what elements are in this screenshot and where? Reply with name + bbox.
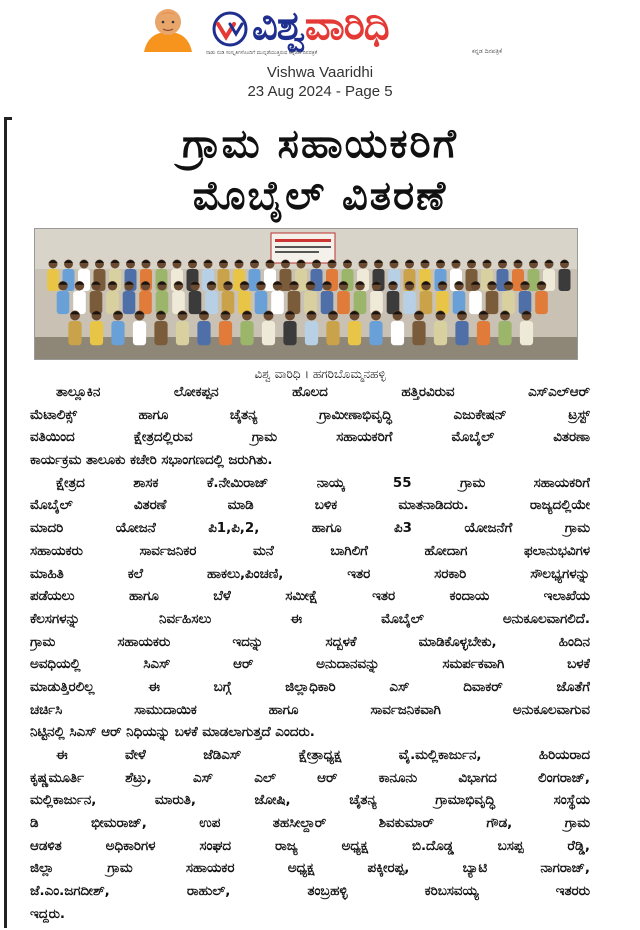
photo-person xyxy=(535,281,548,314)
article-line: ಕಾರ್ಯಕ್ರಮ ತಾಲೂಕು ಕಚೇರಿ ಸಭಾಂಗಣದಲ್ಲಿ ಜರುಗಿತು. xyxy=(30,453,273,469)
photo-person xyxy=(139,281,152,314)
photo-caption: ವಿಶ್ವ ವಾರಿಧಿ । ಹಗರಿಬೊಮ್ಮನಹಳ್ಳಿ xyxy=(254,367,386,381)
photo-person xyxy=(436,281,449,314)
photo-person xyxy=(288,281,301,314)
photo-person xyxy=(106,281,119,314)
photo-person xyxy=(403,281,416,314)
photo-person xyxy=(469,281,482,314)
photo-person xyxy=(326,311,339,346)
article-line: ಮಾಹಿತಿ ಕಲೆ ಹಾಕಲು,ಪಿಂಚಣಿ, ಇತರ ಸರಕಾರಿ ಸೌಲಭ್ಯಗಳನ್ನು xyxy=(30,566,590,582)
article-line: ಕ್ಷೇತ್ರದ ಶಾಸಕ ಕೆ.ನೇಮಿರಾಜ್ ನಾಯ್ಕ 55 ಗ್ರಾಮ ಸಹಾಯಕರಿಗೆ xyxy=(56,475,590,491)
photo-person xyxy=(520,311,533,346)
article-line: ಪಡೆಯಲು ಹಾಗೂ ಬೆಳೆ ಸಮೀಕ್ಷೆ ಇತರ ಕಂದಾಯ ಇಲಾಖೆಯ xyxy=(30,589,590,605)
article-line: ಚರ್ಚಿಸಿ ಸಾಮುದಾಯಿಕ ಹಾಗೂ ಸಾರ್ವಜನಿಕವಾಗಿ ಅನುಕೂಲವಾಗುವ xyxy=(30,702,590,718)
photo-person xyxy=(111,311,124,346)
photo-person xyxy=(498,311,511,346)
article-line: ಡಿ ಭೀಮರಾಜ್, ಉಪ ತಹಸೀಲ್ದಾರ್ ಶಿವಕುಮಾರ್ ಗೌಡ, ಗ್ರಾಮ xyxy=(30,816,590,832)
photo-person xyxy=(219,311,232,346)
publication-date-page: 23 Aug 2024 - Page 5 xyxy=(247,83,393,100)
article-body xyxy=(30,382,590,927)
article-line: ಇದ್ದರು. xyxy=(30,906,66,922)
group-photo-drawing xyxy=(35,229,578,360)
photo-person xyxy=(262,311,275,346)
article-line: ಮಲ್ಲಿಕಾರ್ಜುನ, ಮಾರುತಿ, ಜೋಷಿ, ಚೈತನ್ಯ ಗ್ರಾಮಾಭಿವೃದ್ಧಿ ಸಂಸ್ಥೆಯ xyxy=(30,793,590,809)
article-line: ನಿಟ್ಟಿನಲ್ಲಿ ಸಿಎಸ್ ಆರ್ ನಿಧಿಯನ್ನು ಬಳಕೆ ಮಾಡಲಾಗುತ್ತದೆ ಎಂದರು. xyxy=(30,725,315,741)
photo-person xyxy=(133,311,146,346)
photo-person xyxy=(197,311,210,346)
photo-person xyxy=(57,281,70,314)
masthead xyxy=(0,0,640,62)
photo-person xyxy=(337,281,350,314)
photo-person xyxy=(205,281,218,314)
article-line: ಜಿಲ್ಲಾ ಗ್ರಾಮ ಸಹಾಯಕರ ಅಧ್ಯಕ್ಷ ಪಕ್ಕೀರಪ್ಪ, ಬ್ಯಾಟಿ ನಾಗರಾಜ್, xyxy=(30,861,590,877)
logo-swoosh-icon xyxy=(208,10,252,48)
photo-person xyxy=(348,311,361,346)
photo-person xyxy=(90,311,103,346)
publication-name: Vishwa Vaaridhi xyxy=(266,64,374,81)
photo-person xyxy=(255,281,268,314)
group-photo-image xyxy=(34,228,578,360)
photo-person xyxy=(420,281,433,314)
photo-person xyxy=(477,311,490,346)
photo-person xyxy=(222,281,235,314)
photo-person xyxy=(559,260,571,292)
article-line: ಮಾಡುತ್ತಿರಲಿಲ್ಲ ಈ ಬಗ್ಗೆ ಜಿಲ್ಲಾಧಿಕಾರಿ ಎಸ್ ದಿವಾಕರ್ ಜೊತೆಗೆ xyxy=(30,679,590,695)
logo-text-primary: ವಿಶ್ವ xyxy=(252,3,305,49)
article-line: ಕೃಷ್ಣಮೂರ್ತಿ ಶೆಟ್ರು, ಎಸ್ ಎಲ್ ಆರ್ ಕಾನೂನು ವಿಭಾಗದ ಲಿಂಗರಾಜ್, xyxy=(30,770,590,786)
photo-person xyxy=(304,281,317,314)
photo-person xyxy=(354,281,367,314)
article-line: ವತಿಯಿಂದ ಕ್ಷೇತ್ರದಲ್ಲಿರುವ ಗ್ರಾಮ ಸಹಾಯಕರಿಗೆ ಮೊಬೈಲ್ ವಿತರಣಾ xyxy=(30,430,590,446)
photo-person xyxy=(305,311,318,346)
article-line: ಈ ವೇಳೆ ಜೆಡಿಎಸ್ ಕ್ಷೇತ್ರಾಧ್ಯಕ್ಷ ವೈ.ಮಲ್ಲಿಕಾರ್ಜುನ, ಹಿರಿಯರಾದ xyxy=(56,748,590,763)
article-line: ಗ್ರಾಮ ಸಹಾಯಕರು ಇದನ್ನು ಸದ್ಬಳಕೆ ಮಾಡಿಕೊಳ್ಳಬೇಕು, ಹಿಂದಿನ xyxy=(30,634,590,650)
photo-person xyxy=(486,281,499,314)
headline-line-1: ಗ್ರಾಮ ಸಹಾಯಕರಿಗೆ xyxy=(182,121,458,167)
mascot-portrait-icon xyxy=(140,2,196,58)
photo-person xyxy=(370,281,383,314)
photo-person xyxy=(68,311,81,346)
photo-person xyxy=(455,311,468,346)
article-line: ಮೊಬೈಲ್ ವಿತರಣೆ ಮಾಡಿ ಬಳಿಕ ಮಾತನಾಡಿದರು. ರಾಜ್ಯದಲ್ಲಿಯೇ xyxy=(30,498,590,514)
article-frame-corner xyxy=(4,117,12,120)
photo-person xyxy=(271,281,284,314)
article-line: ಅವಧಿಯಲ್ಲಿ ಸಿಎಸ್ ಆರ್ ಅನುದಾನವನ್ನು ಸಮರ್ಪಕವಾಗಿ ಬಳಕೆ xyxy=(30,657,590,673)
masthead-tagline: ನಾಡು ನುಡಿ ಸಂಸ್ಕೃತಿಗಳೊಂದಿಗೆ ಮುನ್ನಡೆಯುತ್ತಿರುವ ಕನ್ನಡದ ದಿನಪತ್ರಿಕೆ xyxy=(206,50,318,56)
photo-person xyxy=(412,311,425,346)
photo-person xyxy=(172,281,185,314)
article-line: ತಾಲ್ಲೂಕಿನ ಲೋಕಪ್ಪನ ಹೊಲದ ಹತ್ತಿರವಿರುವ ಎಸ್‌ಎಲ್‌ಆರ್ xyxy=(56,385,590,400)
photo-person xyxy=(123,281,136,314)
logo-text-accent: ವಾರಿಧಿ xyxy=(304,3,389,49)
photo-person xyxy=(391,311,404,346)
photo-person xyxy=(453,281,466,314)
article-line: ಕೆಲಸಗಳನ್ನು ನಿರ್ವಹಿಸಲು ಈ ಮೊಬೈಲ್ ಅನುಕೂಲವಾಗಲಿದೆ. xyxy=(30,611,590,627)
photo-person xyxy=(434,311,447,346)
photo-person xyxy=(154,311,167,346)
photo-person xyxy=(73,281,86,314)
masthead-logo xyxy=(252,2,389,50)
photo-person xyxy=(369,311,382,346)
photo-person xyxy=(321,281,334,314)
headline-line-2: ಮೊಬೈಲ್ ವಿತರಣೆ xyxy=(192,173,448,219)
photo-person xyxy=(189,281,202,314)
photo-person xyxy=(156,281,169,314)
photo-person xyxy=(90,281,103,314)
article-line: ಆಡಳಿತ ಅಧಿಕಾರಿಗಳ ಸಂಘದ ರಾಜ್ಯ ಅಧ್ಯಕ್ಷ ಬಿ.ದೊಡ್ಡ ಬಸಪ್ಪ ರೆಡ್ಡಿ, xyxy=(30,838,590,854)
photo-person xyxy=(387,281,400,314)
photo-person xyxy=(47,260,59,292)
photo-person xyxy=(176,311,189,346)
article-line: ಮೆಟಾಲಿಕ್ಸ್ ಹಾಗೂ ಚೈತನ್ಯ ಗ್ರಾಮೀಣಾಭಿವೃದ್ಧಿ ಎಜುಕೇಷನ್ ಟ್ರಸ್ಟ್ xyxy=(30,407,590,423)
article-line: ಜೆ.ಎಂ.ಜಗದೀಶ್, ರಾಹುಲ್, ತಂಬ್ರಹಳ್ಳಿ ಕರಿಬಸವಯ್ಯ ಇತರರು xyxy=(30,884,590,900)
photo-person xyxy=(240,311,253,346)
article-line: ಮಾದರಿ ಯೋಜನೆ ಪಿ1,ಪಿ,2, ಹಾಗೂ ಪಿ3 ಯೋಜನೆಗೆ ಗ್ರಾಮ xyxy=(30,521,590,537)
article-line: ಸಹಾಯಕರು ಸಾರ್ವಜನಿಕರ ಮನೆ ಬಾಗಿಲಿಗೆ ಹೋದಾಗ ಫಲಾನುಭವಿಗಳ xyxy=(30,543,590,559)
photo-person xyxy=(502,281,515,314)
photo-person xyxy=(519,281,532,314)
photo-person xyxy=(283,311,296,346)
photo-person xyxy=(238,281,251,314)
masthead-subtitle: ಕನ್ನಡ ದಿನಪತ್ರಿಕೆ xyxy=(472,48,503,55)
